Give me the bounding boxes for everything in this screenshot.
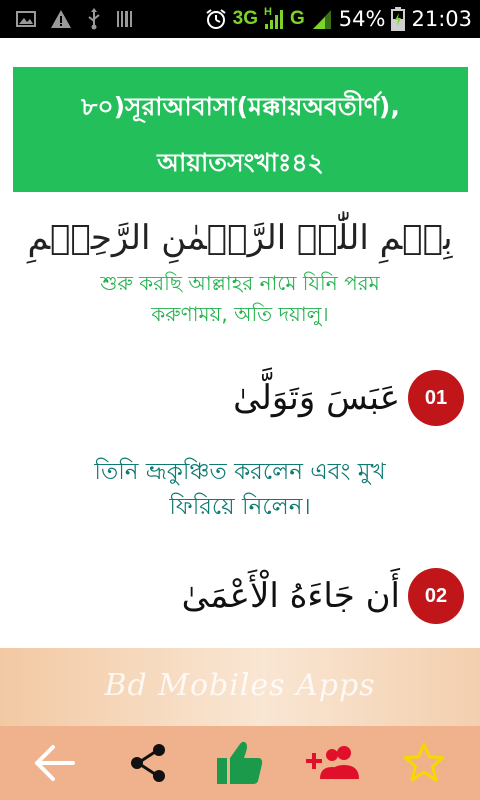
battery-icon (391, 7, 405, 31)
verse-row (0, 566, 480, 626)
barcode-icon (116, 9, 134, 29)
bottom-toolbar (0, 726, 480, 800)
alarm-icon (205, 8, 227, 30)
surah-header (13, 67, 468, 192)
bismillah-arabic: بِسۡمِ اللّٰہِ الرَّحۡمٰنِ الرَّحِیۡمِ (27, 218, 453, 258)
bismillah-translation (40, 268, 440, 330)
bismillah-translation-line2: করুণাময়, অতি দয়ালু। (151, 302, 329, 326)
network-h: H (264, 6, 272, 18)
usb-icon (86, 8, 102, 30)
star-icon (402, 741, 446, 785)
back-arrow-icon (31, 743, 77, 783)
warning-icon (50, 9, 72, 29)
image-icon (16, 10, 36, 28)
ayat-count: আয়াতসংখাঃ৪২ (157, 148, 324, 177)
network-type: 3G (232, 8, 258, 29)
favorite-button[interactable] (384, 726, 464, 800)
share-icon (126, 741, 170, 785)
bismillah-translation-line1: শুরু করছি আল্লাহর নামে যিনি পরম (100, 271, 380, 295)
add-group-button[interactable] (292, 726, 372, 800)
status-bar (0, 0, 480, 38)
verse-translation-line2: ফিরিয়ে নিলেন। (169, 494, 311, 520)
verse-translation (30, 455, 450, 525)
signal-icon-2 (311, 8, 333, 30)
share-button[interactable] (108, 726, 188, 800)
carrier-g: G (290, 8, 305, 29)
verse-row (0, 368, 480, 428)
back-button[interactable] (14, 726, 94, 800)
verse-number-badge: 02 (408, 568, 464, 624)
surah-title: ৮০)সূরাআবাসা(মক্কায়অবতীর্ণ), (81, 92, 400, 121)
battery-percent: 54% (338, 7, 386, 31)
like-button[interactable] (200, 726, 280, 800)
clock: 21:03 (411, 7, 472, 31)
verse-arabic: عَبَسَ وَتَوَلَّىٰ (233, 378, 400, 418)
verse-arabic: أَن جَاءَهُ الْأَعْمَىٰ (181, 576, 400, 616)
ad-banner[interactable] (0, 648, 480, 726)
banner-text: Bd Mobiles Apps (104, 668, 376, 703)
add-group-icon (304, 743, 360, 783)
verse-translation-line1: তিনি ভ্রূকুঞ্চিত করলেন এবং মুখ (94, 459, 386, 485)
thumbs-up-icon (215, 738, 265, 788)
verse-number-badge: 01 (408, 370, 464, 426)
